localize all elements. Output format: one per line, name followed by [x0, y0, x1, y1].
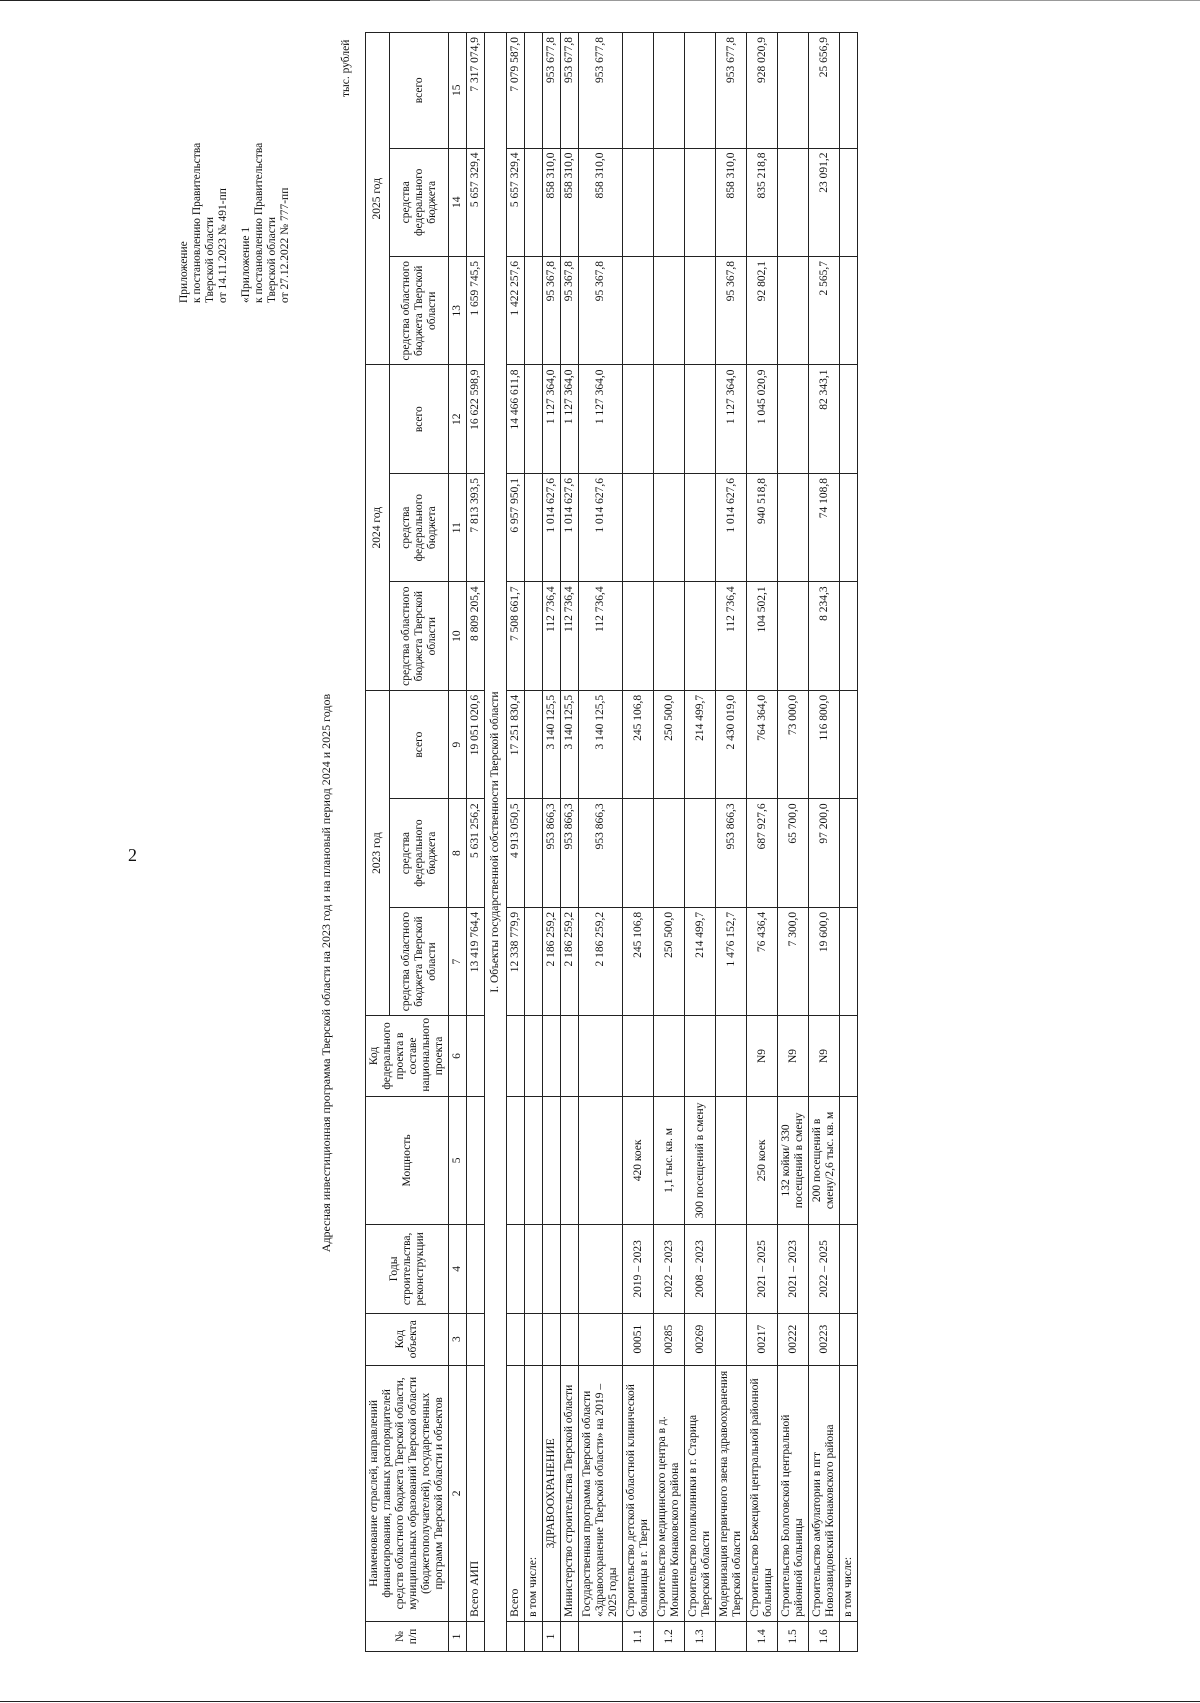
amount-cell — [525, 257, 543, 365]
object-code — [561, 1313, 579, 1365]
object-code — [467, 1313, 485, 1365]
amount-cell: 858 310,0 — [716, 148, 747, 256]
row-number — [579, 1621, 623, 1651]
capacity — [579, 1096, 623, 1225]
amount-cell: 8 234,3 — [809, 582, 840, 690]
amount-cell — [840, 799, 858, 907]
amount-cell: 928 020,9 — [747, 33, 778, 149]
amount-cell — [778, 582, 809, 690]
federal-project-code — [840, 1016, 858, 1096]
amount-cell — [623, 257, 654, 365]
capacity: 200 посещений в смену/2,6 тыс. кв. м — [809, 1096, 840, 1225]
object-code — [507, 1313, 525, 1365]
amount-cell — [778, 148, 809, 256]
amount-cell — [685, 148, 716, 256]
object-code — [579, 1313, 623, 1365]
row-number — [716, 1621, 747, 1651]
row-number — [525, 1621, 543, 1651]
amount-cell: 16 622 598,9 — [467, 365, 485, 473]
amount-cell: 245 106,8 — [623, 907, 654, 1015]
amount-cell: 858 310,0 — [543, 148, 561, 256]
amount-cell — [654, 582, 685, 690]
capacity: 250 коек — [747, 1096, 778, 1225]
column-number: 11 — [449, 473, 467, 581]
row-name: Строительство амбулатории в пгт Новозавидовский Конаковского района — [809, 1365, 840, 1621]
amount-cell — [840, 907, 858, 1015]
capacity: 132 койки/ 330 посещений в смену — [778, 1096, 809, 1225]
amount-cell: 74 108,8 — [809, 473, 840, 581]
amount-cell — [654, 799, 685, 907]
amount-cell: 13 419 764,4 — [467, 907, 485, 1015]
amount-cell: 65 700,0 — [778, 799, 809, 907]
table-row — [561, 33, 579, 1652]
amount-cell — [623, 148, 654, 256]
federal-project-code — [579, 1016, 623, 1096]
amount-cell: 92 802,1 — [747, 257, 778, 365]
amount-cell: 687 927,6 — [747, 799, 778, 907]
amount-cell: 5 631 256,2 — [467, 799, 485, 907]
construction-years: 2019 – 2023 — [623, 1225, 654, 1313]
column-number: 8 — [449, 799, 467, 907]
row-name: Модернизация первичного звена здравоохранения Тверской области — [716, 1365, 747, 1621]
amount-cell: 1 014 627,6 — [716, 473, 747, 581]
object-code — [543, 1313, 561, 1365]
amount-cell: 953 677,8 — [579, 33, 623, 149]
amount-cell: 2 186 259,2 — [543, 907, 561, 1015]
amount-cell: 1 127 364,0 — [579, 365, 623, 473]
header-federal-budget: средства федерального бюджета — [390, 148, 449, 256]
amount-cell: 112 736,4 — [716, 582, 747, 690]
amount-cell — [685, 33, 716, 149]
amount-cell — [685, 473, 716, 581]
row-number: 1.3 — [685, 1621, 716, 1651]
header-fed-code: Код федерального проекта в составе национального проекта — [366, 1016, 449, 1096]
amount-cell — [778, 365, 809, 473]
approval-line: Приложение — [178, 241, 190, 303]
table-row — [778, 33, 809, 1652]
amount-cell: 245 106,8 — [623, 690, 654, 798]
amount-cell — [525, 799, 543, 907]
amount-cell — [623, 33, 654, 149]
table-row — [543, 33, 561, 1652]
object-code: 00285 — [654, 1313, 685, 1365]
construction-years — [579, 1225, 623, 1313]
header-federal-budget: средства федерального бюджета — [390, 799, 449, 907]
capacity — [507, 1096, 525, 1225]
amount-cell: 1 014 627,6 — [579, 473, 623, 581]
amount-cell — [840, 690, 858, 798]
table-row — [654, 33, 685, 1652]
amount-cell — [525, 907, 543, 1015]
header-total: всего — [390, 33, 449, 149]
amount-cell: 953 866,3 — [716, 799, 747, 907]
capacity — [467, 1096, 485, 1225]
amount-cell — [525, 582, 543, 690]
column-number: 5 — [449, 1096, 467, 1225]
amount-cell: 12 338 779,9 — [507, 907, 525, 1015]
amount-cell: 858 310,0 — [561, 148, 579, 256]
amount-cell: 17 251 830,4 — [507, 690, 525, 798]
object-code: 00269 — [685, 1313, 716, 1365]
amount-cell: 250 500,0 — [654, 690, 685, 798]
amount-cell — [525, 365, 543, 473]
header-name: Наименование отраслей, направлений финансирования, главных распорядителей средств областного бюджета Тверской области, муниципальных образований Тверской области (бюджетополучателей), государственных программ Тверской области и объектов — [366, 1365, 449, 1621]
amount-cell: 4 913 050,5 — [507, 799, 525, 907]
object-code: 00217 — [747, 1313, 778, 1365]
column-number: 13 — [449, 257, 467, 365]
amount-cell — [654, 365, 685, 473]
federal-project-code — [623, 1016, 654, 1096]
approval-line: «Приложение 1 — [240, 226, 252, 303]
amount-cell: 82 343,1 — [809, 365, 840, 473]
amount-cell: 2 430 019,0 — [716, 690, 747, 798]
amount-cell: 95 367,8 — [543, 257, 561, 365]
amount-cell: 3 140 125,5 — [543, 690, 561, 798]
federal-project-code — [561, 1016, 579, 1096]
amount-cell: 214 499,7 — [685, 907, 716, 1015]
amount-cell: 14 466 611,8 — [507, 365, 525, 473]
amount-cell: 19 051 020,6 — [467, 690, 485, 798]
object-code: 00051 — [623, 1313, 654, 1365]
construction-years — [543, 1225, 561, 1313]
amount-cell: 1 127 364,0 — [716, 365, 747, 473]
amount-cell: 95 367,8 — [561, 257, 579, 365]
amount-cell: 1 045 020,9 — [747, 365, 778, 473]
amount-cell: 5 657 329,4 — [507, 148, 525, 256]
amount-cell: 764 364,0 — [747, 690, 778, 798]
amount-cell — [623, 799, 654, 907]
amount-cell: 112 736,4 — [543, 582, 561, 690]
capacity — [840, 1096, 858, 1225]
table-row — [685, 33, 716, 1652]
column-number: 2 — [449, 1365, 467, 1621]
row-name: Строительство медицинского центра в д. Мокшино Конаковского района — [654, 1365, 685, 1621]
construction-years — [716, 1225, 747, 1313]
amount-cell — [840, 582, 858, 690]
construction-years: 2021 – 2025 — [747, 1225, 778, 1313]
approval-line: от 27.12.2022 № 777-пп — [279, 187, 291, 303]
federal-project-code — [525, 1016, 543, 1096]
amount-cell — [525, 148, 543, 256]
header-2024: 2024 год — [366, 365, 390, 690]
column-number: 3 — [449, 1313, 467, 1365]
amount-cell — [685, 799, 716, 907]
amount-cell: 940 518,8 — [747, 473, 778, 581]
table-row — [840, 33, 858, 1652]
capacity — [561, 1096, 579, 1225]
header-capacity: Мощность — [366, 1096, 449, 1225]
federal-project-code — [685, 1016, 716, 1096]
amount-cell — [525, 473, 543, 581]
table-row — [747, 33, 778, 1652]
amount-cell: 3 140 125,5 — [579, 690, 623, 798]
amount-cell — [654, 257, 685, 365]
construction-years — [840, 1225, 858, 1313]
construction-years: 2008 – 2023 — [685, 1225, 716, 1313]
row-name: в том числе: — [525, 1365, 543, 1621]
table-row — [467, 33, 485, 1652]
amount-cell — [840, 365, 858, 473]
construction-years — [525, 1225, 543, 1313]
amount-cell: 23 091,2 — [809, 148, 840, 256]
construction-years — [467, 1225, 485, 1313]
object-code — [716, 1313, 747, 1365]
column-number: 6 — [449, 1016, 467, 1096]
capacity: 1,1 тыс. кв. м — [654, 1096, 685, 1225]
federal-project-code: N9 — [747, 1016, 778, 1096]
amount-cell: 1 422 257,6 — [507, 257, 525, 365]
row-name: Государственная программа Тверской области «Здравоохранение Тверской области» на 2019 – 2025 годы — [579, 1365, 623, 1621]
amount-cell — [525, 690, 543, 798]
document-title: Адресная инвестиционная программа Тверской области на 2023 год и на плановый период 2024 и 2025 годов — [319, 693, 333, 1253]
header-regional-budget: средства областного бюджета Тверской области — [390, 582, 449, 690]
table-row — [485, 33, 507, 1652]
amount-cell: 7 317 074,9 — [467, 33, 485, 149]
approval-line: от 14.11.2023 № 491-пп — [217, 188, 229, 303]
object-code — [840, 1313, 858, 1365]
capacity: 420 коек — [623, 1096, 654, 1225]
header-total: всего — [390, 365, 449, 473]
header-2025: 2025 год — [366, 33, 390, 365]
capacity — [525, 1096, 543, 1225]
amount-cell — [778, 473, 809, 581]
amount-cell — [654, 148, 685, 256]
column-number: 10 — [449, 582, 467, 690]
federal-project-code — [507, 1016, 525, 1096]
object-code: 00223 — [809, 1313, 840, 1365]
column-number-row — [449, 33, 467, 1652]
amount-cell — [685, 365, 716, 473]
row-name: ЗДРАВООХРАНЕНИЕ — [543, 1365, 561, 1621]
row-number: 1.5 — [778, 1621, 809, 1651]
amount-cell — [840, 148, 858, 256]
investment-table — [365, 32, 858, 1652]
row-name: Строительство детской областной клинической больницы в г. Твери — [623, 1365, 654, 1621]
header-code: Код объекта — [366, 1313, 449, 1365]
capacity — [716, 1096, 747, 1225]
amount-cell — [525, 33, 543, 149]
section-heading: I. Объекты государственной собственности Тверской области — [485, 33, 507, 1652]
amount-cell: 953 866,3 — [543, 799, 561, 907]
amount-cell — [840, 473, 858, 581]
object-code — [525, 1313, 543, 1365]
row-name: Всего АИП — [467, 1365, 485, 1621]
row-number: 1.1 — [623, 1621, 654, 1651]
capacity: 300 посещений в смену — [685, 1096, 716, 1225]
amount-cell: 2 565,7 — [809, 257, 840, 365]
row-name: Всего — [507, 1365, 525, 1621]
amount-cell — [778, 33, 809, 149]
capacity — [543, 1096, 561, 1225]
amount-cell: 95 367,8 — [579, 257, 623, 365]
amount-cell: 7 813 393,5 — [467, 473, 485, 581]
amount-cell — [685, 582, 716, 690]
amount-cell: 214 499,7 — [685, 690, 716, 798]
column-number: 12 — [449, 365, 467, 473]
construction-years — [561, 1225, 579, 1313]
page-number: 2 — [128, 845, 137, 865]
row-name: Строительство поликлиники в г. Старица Тверской области — [685, 1365, 716, 1621]
amount-cell: 1 014 627,6 — [543, 473, 561, 581]
object-code: 00222 — [778, 1313, 809, 1365]
row-number: 1 — [543, 1621, 561, 1651]
units-label: тыс. рублей — [340, 39, 352, 97]
column-number: 14 — [449, 148, 467, 256]
amount-cell: 7 508 661,7 — [507, 582, 525, 690]
amount-cell: 1 476 152,7 — [716, 907, 747, 1015]
column-number: 15 — [449, 33, 467, 149]
amount-cell: 3 140 125,5 — [561, 690, 579, 798]
amount-cell: 76 436,4 — [747, 907, 778, 1015]
row-number — [467, 1621, 485, 1651]
approval-line: к постановлению Правительства — [253, 142, 265, 303]
construction-years: 2021 – 2023 — [778, 1225, 809, 1313]
amount-cell: 1 127 364,0 — [543, 365, 561, 473]
row-number: 1.2 — [654, 1621, 685, 1651]
amount-cell — [840, 33, 858, 149]
amount-cell: 6 957 950,1 — [507, 473, 525, 581]
amount-cell: 104 502,1 — [747, 582, 778, 690]
amount-cell: 25 656,9 — [809, 33, 840, 149]
row-number: 1.4 — [747, 1621, 778, 1651]
federal-project-code — [467, 1016, 485, 1096]
amount-cell: 2 186 259,2 — [579, 907, 623, 1015]
row-name: Строительство Бологовской центральной районной больницы — [778, 1365, 809, 1621]
header-federal-budget: средства федерального бюджета — [390, 473, 449, 581]
amount-cell: 953 866,3 — [579, 799, 623, 907]
header-2023: 2023 год — [366, 690, 390, 1015]
amount-cell: 250 500,0 — [654, 907, 685, 1015]
amount-cell — [623, 473, 654, 581]
federal-project-code: N9 — [809, 1016, 840, 1096]
amount-cell: 953 677,8 — [716, 33, 747, 149]
amount-cell: 2 186 259,2 — [561, 907, 579, 1015]
federal-project-code: N9 — [778, 1016, 809, 1096]
column-number: 1 — [449, 1621, 467, 1651]
amount-cell: 953 677,8 — [561, 33, 579, 149]
approval-line: к постановлению Правительства — [191, 142, 203, 303]
construction-years: 2022 – 2023 — [654, 1225, 685, 1313]
header-regional-budget: средства областного бюджета Тверской области — [390, 907, 449, 1015]
approval-stamp — [178, 143, 292, 303]
approval-line: Тверской области — [266, 217, 278, 303]
amount-cell — [623, 365, 654, 473]
amount-cell: 1 659 745,5 — [467, 257, 485, 365]
row-number: 1.6 — [809, 1621, 840, 1651]
row-name: Министерство строительства Тверской области — [561, 1365, 579, 1621]
amount-cell: 953 677,8 — [543, 33, 561, 149]
row-name: Строительство Бежецкой центральной районной больницы — [747, 1365, 778, 1621]
amount-cell: 835 218,8 — [747, 148, 778, 256]
column-number: 9 — [449, 690, 467, 798]
amount-cell — [654, 33, 685, 149]
header-total: всего — [390, 690, 449, 798]
table-row — [507, 33, 525, 1652]
amount-cell — [778, 257, 809, 365]
amount-cell: 858 310,0 — [579, 148, 623, 256]
amount-cell — [623, 582, 654, 690]
amount-cell: 116 800,0 — [809, 690, 840, 798]
header-row — [366, 33, 390, 1652]
federal-project-code — [654, 1016, 685, 1096]
amount-cell: 1 127 364,0 — [561, 365, 579, 473]
amount-cell: 1 014 627,6 — [561, 473, 579, 581]
table-row — [716, 33, 747, 1652]
table-row — [623, 33, 654, 1652]
column-number: 7 — [449, 907, 467, 1015]
amount-cell: 112 736,4 — [561, 582, 579, 690]
header-regional-budget: средства областного бюджета Тверской области — [390, 257, 449, 365]
header-num: № п/п — [366, 1621, 449, 1651]
row-number — [840, 1621, 858, 1651]
amount-cell — [654, 473, 685, 581]
federal-project-code — [543, 1016, 561, 1096]
amount-cell — [840, 257, 858, 365]
row-number — [561, 1621, 579, 1651]
amount-cell: 73 000,0 — [778, 690, 809, 798]
amount-cell — [685, 257, 716, 365]
amount-cell: 19 600,0 — [809, 907, 840, 1015]
amount-cell: 97 200,0 — [809, 799, 840, 907]
table-row — [579, 33, 623, 1652]
amount-cell: 95 367,8 — [716, 257, 747, 365]
table-row — [525, 33, 543, 1652]
row-name: в том числе: — [840, 1365, 858, 1621]
row-number — [507, 1621, 525, 1651]
federal-project-code — [716, 1016, 747, 1096]
amount-cell: 8 809 205,4 — [467, 582, 485, 690]
amount-cell: 953 866,3 — [561, 799, 579, 907]
approval-line: Тверской области — [204, 217, 216, 303]
construction-years — [507, 1225, 525, 1313]
amount-cell: 5 657 329,4 — [467, 148, 485, 256]
table-row — [809, 33, 840, 1652]
header-years: Годы строительства, реконструкции — [366, 1225, 449, 1313]
amount-cell: 7 300,0 — [778, 907, 809, 1015]
construction-years: 2022 – 2025 — [809, 1225, 840, 1313]
column-number: 4 — [449, 1225, 467, 1313]
amount-cell: 7 079 587,0 — [507, 33, 525, 149]
amount-cell: 112 736,4 — [579, 582, 623, 690]
